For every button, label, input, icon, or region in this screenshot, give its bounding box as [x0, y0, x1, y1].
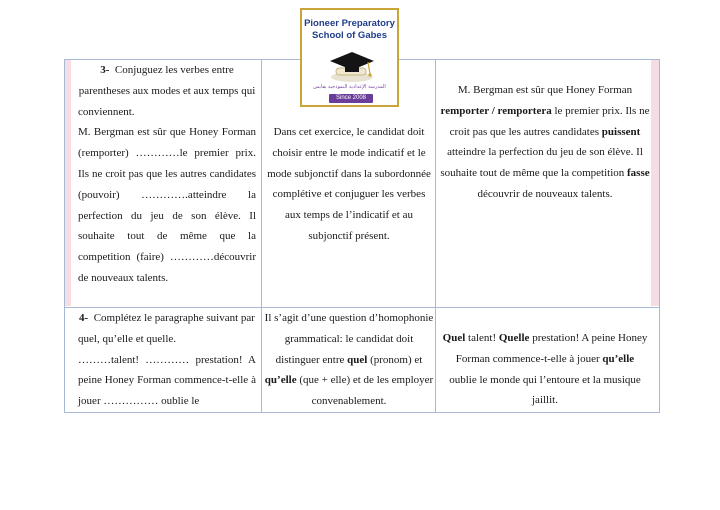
question-heading: 3- Conjuguez les verbes entre parentheses aux modes et aux temps qui conviennent.	[78, 64, 256, 118]
answer-highlight: Quelle	[498, 332, 530, 344]
row-highlight-left	[65, 60, 71, 306]
graduation-cap-icon	[328, 50, 376, 84]
explanation-text: Dans cet exercice, le candidat doit choisir entre le mode indicatif et le mode subjonctif dans la subordonnée complétive et conjuguer les verbes aux temps de l’indicatif et au subjonctif présent.	[267, 126, 431, 242]
column-divider	[435, 60, 436, 412]
question-cell-3	[78, 60, 256, 289]
answer-highlight: fasse	[627, 167, 650, 180]
answer-highlight: puissent	[601, 125, 641, 138]
answer-highlight: Quel	[442, 332, 466, 344]
answer-cell-4: Quel talent! Quelle prestation! A peine Honey Forman commence-t-elle à jouer qu’elle oublie le monde qui l’entoure et la musique jaillit.	[442, 332, 648, 407]
explanation-cell-4: Il s’agit d’une question d’homophonie grammatical: le candidat doit distinguer entre quel (pronom) et qu’elle (que + elle) et de les employer convenablement.	[264, 312, 434, 408]
explanation-highlight: quel	[347, 353, 368, 366]
exercise-table	[64, 59, 660, 413]
answer-highlight: remporter / remportera	[440, 104, 552, 117]
school-logo	[300, 8, 399, 107]
logo-since-badge: Since 2008	[329, 94, 373, 103]
column-divider	[261, 60, 262, 412]
logo-arabic-name: المدرسة الإعدادية النموذجية بقابس	[313, 84, 386, 90]
question-text: ………talent! ………… prestation! A peine Honey Forman commence-t-elle à jouer …………… oublie le	[78, 353, 256, 408]
logo-school-name: Pioneer Preparatory School of Gabes	[304, 18, 395, 41]
answer-cell-3: M. Bergman est sûr que Honey Forman remporter / remportera le premier prix. Ils ne croit pas que les autres candidates puissent atteindre la perfection du jeu de son élève. Il souhaite tout de même que la competition fasse découvrir de nouveaux talents.	[440, 84, 650, 200]
question-text: M. Bergman est sûr que Honey Forman (remporter) …………le premier prix. Ils ne croit pas que les autres candidates (pouvoir) ………….atteindre la perfection du jeu de son élève. Il souhaite tout de même que la competition (faire) …………découvrir de nouveaux talents.	[78, 126, 256, 284]
question-heading: 4- Complétez le paragraphe suivant par quel, qu’elle et quelle.	[78, 312, 255, 345]
explanation-highlight: qu’elle	[264, 374, 297, 387]
explanation-cell-3	[264, 122, 434, 247]
question-cell-4	[78, 308, 256, 412]
answer-highlight: qu’elle	[602, 352, 635, 365]
